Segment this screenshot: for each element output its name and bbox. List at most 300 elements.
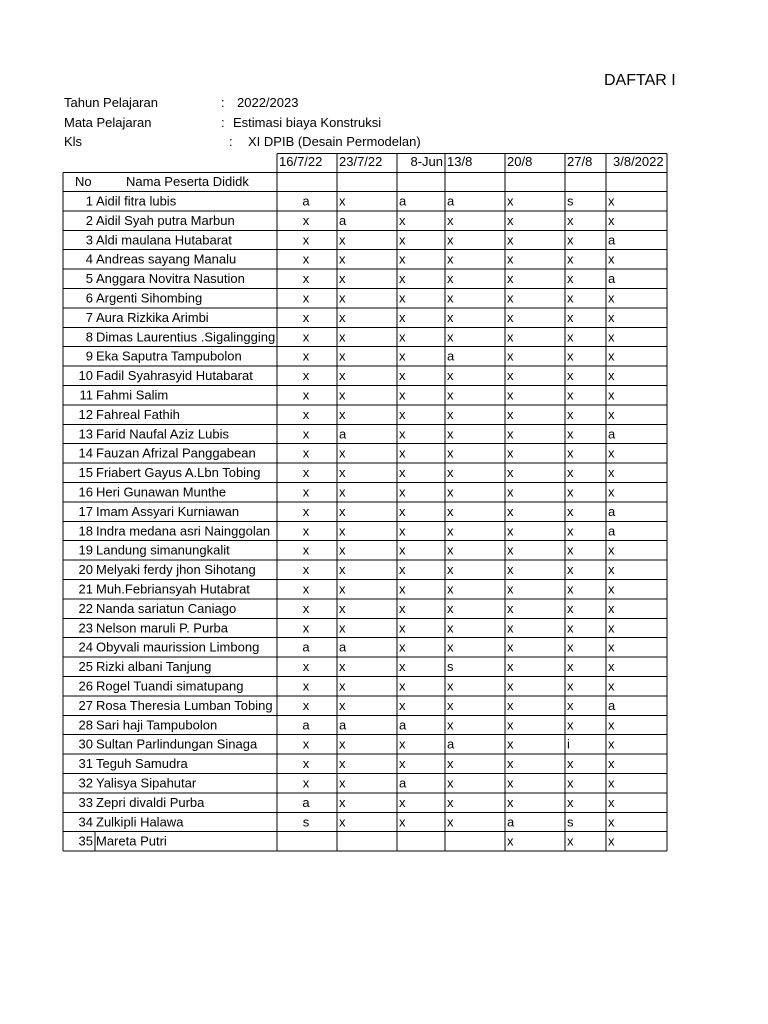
attendance-mark: x xyxy=(507,251,514,267)
attendance-mark: x xyxy=(399,212,406,228)
attendance-mark: x xyxy=(608,309,615,325)
attendance-mark: x xyxy=(567,542,574,558)
student-name: Fadil Syahrasyid Hutabarat xyxy=(96,368,253,384)
row-number: 32 xyxy=(78,775,93,791)
attendance-mark: x xyxy=(447,503,454,519)
attendance-mark: x xyxy=(399,406,406,422)
row-number: 1 xyxy=(85,193,93,209)
attendance-mark: x xyxy=(339,271,346,287)
attendance-mark: x xyxy=(567,581,574,597)
attendance-mark: s xyxy=(302,814,310,830)
student-name: Melyaki ferdy jhon Sihotang xyxy=(96,562,256,578)
attendance-mark: x xyxy=(302,736,310,752)
student-name: Nanda sariatun Caniago xyxy=(96,600,237,616)
attendance-mark: x xyxy=(447,465,454,481)
student-name: Fahmi Salim xyxy=(96,387,169,403)
row-number: 26 xyxy=(78,678,93,694)
attendance-mark: a xyxy=(608,523,616,539)
attendance-mark: x xyxy=(608,775,615,791)
attendance-mark: x xyxy=(507,445,514,461)
attendance-mark: x xyxy=(507,368,514,384)
date-header: 20/8 xyxy=(507,154,533,169)
attendance-mark: x xyxy=(447,794,454,810)
attendance-mark: x xyxy=(567,251,574,267)
class-separator: : xyxy=(229,134,233,149)
attendance-mark: x xyxy=(608,620,615,636)
attendance-mark: x xyxy=(302,542,310,558)
attendance-mark: x xyxy=(608,465,615,481)
row-number: 11 xyxy=(79,387,93,403)
attendance-mark: x xyxy=(608,659,615,675)
attendance-mark: x xyxy=(339,523,346,539)
attendance-mark: x xyxy=(302,775,310,791)
attendance-mark: x xyxy=(302,503,310,519)
student-name: Aidil fitra lubis xyxy=(96,193,177,209)
attendance-mark: x xyxy=(302,523,310,539)
attendance-mark: x xyxy=(447,251,454,267)
attendance-mark: x xyxy=(302,348,310,364)
attendance-mark: x xyxy=(302,445,310,461)
class-label: Kls xyxy=(64,134,83,149)
attendance-mark: x xyxy=(447,562,454,578)
attendance-mark: x xyxy=(399,639,406,655)
row-number: 15 xyxy=(78,465,93,481)
attendance-mark: x xyxy=(447,620,454,636)
attendance-mark: x xyxy=(339,620,346,636)
year-separator: : xyxy=(221,95,225,110)
student-name: Aura Rizkika Arimbi xyxy=(96,309,209,325)
attendance-mark: x xyxy=(507,542,514,558)
attendance-mark: x xyxy=(399,620,406,636)
attendance-mark: s xyxy=(567,814,574,830)
attendance-mark: x xyxy=(339,387,346,403)
student-name: Rogel Tuandi simatupang xyxy=(96,678,244,694)
attendance-mark: x xyxy=(399,348,406,364)
row-number: 19 xyxy=(78,542,93,558)
row-number: 9 xyxy=(85,348,93,364)
row-number: 7 xyxy=(85,309,93,325)
row-number: 18 xyxy=(78,523,93,539)
student-name: Heri Gunawan Munthe xyxy=(96,484,227,500)
attendance-mark: x xyxy=(507,503,514,519)
row-number: 10 xyxy=(78,368,93,384)
attendance-mark: x xyxy=(507,309,514,325)
attendance-mark: x xyxy=(567,639,574,655)
student-name: Teguh Samudra xyxy=(96,756,188,772)
student-name: Andreas sayang Manalu xyxy=(96,251,237,267)
attendance-mark: x xyxy=(447,484,454,500)
attendance-mark: x xyxy=(302,232,310,248)
attendance-mark: x xyxy=(339,329,346,345)
attendance-mark: a xyxy=(339,426,347,442)
attendance-mark: a xyxy=(339,639,347,655)
attendance-mark: x xyxy=(567,406,574,422)
attendance-mark: x xyxy=(399,756,406,772)
attendance-mark: x xyxy=(567,600,574,616)
student-name: Dimas Laurentius .Sigalingging xyxy=(96,329,276,345)
student-name: Muh.Febriansyah Hutabrat xyxy=(96,581,250,597)
attendance-mark: x xyxy=(399,271,406,287)
student-name: Rosa Theresia Lumban Tobing xyxy=(96,697,273,713)
attendance-mark: x xyxy=(339,736,346,752)
attendance-mark: x xyxy=(399,426,406,442)
attendance-mark: x xyxy=(567,833,574,849)
attendance-mark: x xyxy=(567,232,574,248)
student-name: Argenti Sihombing xyxy=(96,290,203,306)
date-header: 16/7/22 xyxy=(279,154,323,169)
attendance-mark: x xyxy=(339,659,346,675)
attendance-mark: x xyxy=(608,251,615,267)
student-name: Sari haji Tampubolon xyxy=(96,717,218,733)
row-number: 3 xyxy=(85,232,93,248)
attendance-mark: x xyxy=(339,251,346,267)
student-name: Obyvali maurission Limbong xyxy=(96,639,260,655)
attendance-mark: x xyxy=(567,484,574,500)
row-number: 31 xyxy=(78,756,93,772)
attendance-mark: x xyxy=(567,756,574,772)
date-header: 13/8 xyxy=(447,154,473,169)
attendance-mark: x xyxy=(302,465,310,481)
subject-value: Estimasi biaya Konstruksi xyxy=(233,115,382,130)
attendance-mark: x xyxy=(302,600,310,616)
attendance-mark: x xyxy=(399,581,406,597)
attendance-mark: x xyxy=(399,697,406,713)
attendance-mark: x xyxy=(507,833,514,849)
attendance-mark: x xyxy=(399,600,406,616)
attendance-mark: x xyxy=(399,814,406,830)
attendance-mark: x xyxy=(567,445,574,461)
student-name: Zepri divaldi Purba xyxy=(96,794,205,810)
document-title: DAFTAR I xyxy=(604,72,676,89)
attendance-mark: x xyxy=(339,697,346,713)
attendance-mark: x xyxy=(507,717,514,733)
student-name: Fauzan Afrizal Panggabean xyxy=(96,445,256,461)
row-number: 13 xyxy=(78,426,93,442)
attendance-mark: a xyxy=(447,193,455,209)
student-name: Fahreal Fathih xyxy=(96,406,180,422)
attendance-mark: x xyxy=(339,814,346,830)
attendance-mark: x xyxy=(447,368,454,384)
attendance-mark: x xyxy=(608,717,615,733)
attendance-mark: x xyxy=(399,251,406,267)
row-number: 21 xyxy=(78,581,93,597)
attendance-mark: x xyxy=(339,368,346,384)
attendance-mark: x xyxy=(302,620,310,636)
attendance-mark: x xyxy=(302,484,310,500)
attendance-mark: x xyxy=(447,678,454,694)
student-name: Anggara Novitra Nasution xyxy=(96,271,245,287)
attendance-mark: x xyxy=(447,232,454,248)
attendance-mark: x xyxy=(608,814,615,830)
attendance-mark: x xyxy=(447,542,454,558)
attendance-mark: x xyxy=(567,659,574,675)
attendance-mark: x xyxy=(608,581,615,597)
attendance-mark: x xyxy=(608,348,615,364)
attendance-mark: x xyxy=(399,736,406,752)
row-number: 8 xyxy=(85,329,93,345)
attendance-mark: x xyxy=(302,290,310,306)
attendance-mark: x xyxy=(567,465,574,481)
attendance-mark: x xyxy=(567,212,574,228)
attendance-mark: x xyxy=(507,387,514,403)
attendance-mark: x xyxy=(608,212,615,228)
attendance-mark: x xyxy=(399,387,406,403)
attendance-mark: x xyxy=(608,290,615,306)
attendance-mark: x xyxy=(399,232,406,248)
year-value: 2022/2023 xyxy=(237,95,299,110)
attendance-mark: x xyxy=(567,309,574,325)
row-number: 4 xyxy=(85,251,93,267)
attendance-mark: x xyxy=(302,406,310,422)
date-header: 23/7/22 xyxy=(339,154,383,169)
attendance-mark: s xyxy=(567,193,574,209)
student-name: Landung simanungkalit xyxy=(96,542,230,558)
attendance-mark: a xyxy=(608,697,616,713)
row-number: 34 xyxy=(78,814,93,830)
student-name: Eka Saputra Tampubolon xyxy=(96,348,242,364)
row-number: 27 xyxy=(78,697,93,713)
attendance-mark: x xyxy=(399,484,406,500)
attendance-mark: a xyxy=(302,193,310,209)
attendance-mark: x xyxy=(339,600,346,616)
attendance-mark: x xyxy=(608,833,615,849)
attendance-mark: x xyxy=(447,290,454,306)
student-name: Farid Naufal Aziz Lubis xyxy=(96,426,229,442)
attendance-mark: x xyxy=(399,503,406,519)
row-number: 33 xyxy=(78,794,93,810)
attendance-mark: x xyxy=(567,426,574,442)
student-name: Aldi maulana Hutabarat xyxy=(96,232,232,248)
attendance-mark: x xyxy=(567,503,574,519)
attendance-mark: x xyxy=(608,484,615,500)
attendance-mark: x xyxy=(302,271,310,287)
student-name: Yalisya Sipahutar xyxy=(96,775,197,791)
attendance-mark: x xyxy=(567,678,574,694)
attendance-mark: x xyxy=(507,678,514,694)
attendance-mark: i xyxy=(567,736,570,752)
attendance-mark: x xyxy=(507,212,514,228)
attendance-mark: x xyxy=(507,465,514,481)
attendance-mark: x xyxy=(567,697,574,713)
attendance-mark: x xyxy=(567,271,574,287)
attendance-mark: x xyxy=(339,465,346,481)
attendance-mark: x xyxy=(507,484,514,500)
attendance-mark: x xyxy=(608,736,615,752)
attendance-mark: x xyxy=(447,212,454,228)
attendance-mark: x xyxy=(507,348,514,364)
attendance-mark: x xyxy=(339,756,346,772)
student-name: Rizki albani Tanjung xyxy=(96,659,212,675)
attendance-mark: a xyxy=(447,348,455,364)
attendance-mark: x xyxy=(567,348,574,364)
attendance-mark: x xyxy=(302,329,310,345)
attendance-mark: x xyxy=(608,193,615,209)
attendance-mark: x xyxy=(447,387,454,403)
attendance-mark: a xyxy=(608,271,616,287)
attendance-mark: x xyxy=(507,426,514,442)
attendance-mark: x xyxy=(507,736,514,752)
attendance-mark: x xyxy=(507,620,514,636)
attendance-mark: x xyxy=(447,271,454,287)
attendance-mark: x xyxy=(447,814,454,830)
attendance-mark: x xyxy=(339,348,346,364)
row-number: 25 xyxy=(78,659,93,675)
attendance-mark: a xyxy=(339,212,347,228)
attendance-mark: x xyxy=(302,659,310,675)
attendance-mark: x xyxy=(447,717,454,733)
subject-label: Mata Pelajaran xyxy=(64,115,152,130)
attendance-mark: x xyxy=(567,387,574,403)
attendance-mark: x xyxy=(399,562,406,578)
attendance-mark: a xyxy=(302,794,310,810)
attendance-mark: x xyxy=(399,523,406,539)
attendance-mark: x xyxy=(302,697,310,713)
attendance-mark: a xyxy=(507,814,515,830)
attendance-mark: x xyxy=(507,775,514,791)
attendance-mark: x xyxy=(447,775,454,791)
row-number: 16 xyxy=(78,484,93,500)
attendance-mark: x xyxy=(507,562,514,578)
attendance-mark: a xyxy=(399,717,407,733)
attendance-mark: x xyxy=(507,232,514,248)
attendance-mark: x xyxy=(447,426,454,442)
attendance-mark: x xyxy=(507,193,514,209)
subject-separator: : xyxy=(221,115,225,130)
name-header: Nama Peserta Dididk xyxy=(126,174,249,189)
row-number: 17 xyxy=(78,503,93,519)
attendance-mark: x xyxy=(302,426,310,442)
attendance-mark: x xyxy=(339,445,346,461)
attendance-mark: x xyxy=(339,406,346,422)
attendance-mark: x xyxy=(339,542,346,558)
attendance-mark: x xyxy=(302,212,310,228)
attendance-mark: x xyxy=(302,562,310,578)
row-number: 6 xyxy=(85,290,93,306)
attendance-mark: x xyxy=(302,309,310,325)
attendance-mark: x xyxy=(302,387,310,403)
attendance-mark: x xyxy=(567,523,574,539)
attendance-mark: a xyxy=(302,639,310,655)
attendance-mark: x xyxy=(608,387,615,403)
attendance-mark: x xyxy=(608,329,615,345)
attendance-mark: x xyxy=(447,309,454,325)
attendance-mark: x xyxy=(339,232,346,248)
attendance-mark: x xyxy=(447,406,454,422)
attendance-mark: a xyxy=(608,426,616,442)
attendance-mark: x xyxy=(608,445,615,461)
attendance-mark: a xyxy=(447,736,455,752)
attendance-mark: x xyxy=(399,659,406,675)
row-number: 30 xyxy=(78,736,93,752)
attendance-mark: x xyxy=(399,368,406,384)
attendance-mark: x xyxy=(339,193,346,209)
attendance-mark: s xyxy=(447,659,454,675)
student-name: Friabert Gayus A.Lbn Tobing xyxy=(96,465,261,481)
attendance-mark: x xyxy=(399,445,406,461)
attendance-mark: x xyxy=(507,271,514,287)
attendance-mark: x xyxy=(608,600,615,616)
attendance-mark: x xyxy=(339,794,346,810)
attendance-mark: a xyxy=(608,503,616,519)
row-number: 20 xyxy=(78,562,93,578)
date-header: 27/8 xyxy=(567,154,593,169)
attendance-mark: x xyxy=(567,290,574,306)
attendance-mark: x xyxy=(399,465,406,481)
no-header: No xyxy=(75,174,92,189)
attendance-mark: x xyxy=(608,406,615,422)
attendance-mark: x xyxy=(507,523,514,539)
attendance-mark: x xyxy=(567,329,574,345)
attendance-mark: x xyxy=(399,794,406,810)
row-number: 22 xyxy=(78,600,93,616)
attendance-mark: x xyxy=(507,756,514,772)
attendance-mark: x xyxy=(339,309,346,325)
attendance-mark: x xyxy=(507,794,514,810)
attendance-mark: x xyxy=(567,775,574,791)
attendance-mark: x xyxy=(608,639,615,655)
student-name: Sultan Parlindungan Sinaga xyxy=(96,736,258,752)
attendance-mark: x xyxy=(567,562,574,578)
date-header: 3/8/2022 xyxy=(613,154,664,169)
row-number: 14 xyxy=(78,445,93,461)
date-header: 8-Jun xyxy=(410,154,443,169)
student-name: Aidil Syah putra Marbun xyxy=(96,212,235,228)
attendance-mark: x xyxy=(302,251,310,267)
class-value: XI DPIB (Desain Permodelan) xyxy=(248,134,421,149)
attendance-mark: x xyxy=(339,775,346,791)
attendance-mark: x xyxy=(507,659,514,675)
row-number: 28 xyxy=(78,717,93,733)
attendance-mark: x xyxy=(507,581,514,597)
attendance-mark: x xyxy=(447,756,454,772)
attendance-mark: x xyxy=(507,406,514,422)
student-name: Nelson maruli P. Purba xyxy=(96,620,228,636)
attendance-mark: x xyxy=(399,290,406,306)
attendance-mark: x xyxy=(567,717,574,733)
year-label: Tahun Pelajaran xyxy=(64,95,158,110)
attendance-mark: x xyxy=(447,445,454,461)
attendance-mark: x xyxy=(339,581,346,597)
attendance-mark: x xyxy=(339,290,346,306)
attendance-mark: x xyxy=(302,678,310,694)
attendance-mark: x xyxy=(399,309,406,325)
attendance-mark: x xyxy=(399,542,406,558)
attendance-mark: x xyxy=(302,756,310,772)
attendance-mark: x xyxy=(302,368,310,384)
row-number: 23 xyxy=(78,620,93,636)
attendance-mark: x xyxy=(608,542,615,558)
attendance-mark: x xyxy=(339,484,346,500)
attendance-mark: x xyxy=(447,329,454,345)
attendance-mark: x xyxy=(399,678,406,694)
attendance-mark: a xyxy=(399,775,407,791)
attendance-mark: a xyxy=(302,717,310,733)
attendance-mark: x xyxy=(447,523,454,539)
row-number: 12 xyxy=(78,406,93,422)
student-name: Indra medana asri Nainggolan xyxy=(96,523,271,539)
attendance-mark: x xyxy=(447,697,454,713)
attendance-mark: x xyxy=(608,562,615,578)
attendance-mark: a xyxy=(608,232,616,248)
attendance-mark: x xyxy=(608,794,615,810)
attendance-mark: x xyxy=(339,678,346,694)
attendance-mark: x xyxy=(302,581,310,597)
student-name: Imam Assyari Kurniawan xyxy=(96,503,240,519)
attendance-mark: x xyxy=(339,562,346,578)
attendance-mark: x xyxy=(567,620,574,636)
attendance-mark: x xyxy=(608,678,615,694)
attendance-mark: x xyxy=(608,368,615,384)
